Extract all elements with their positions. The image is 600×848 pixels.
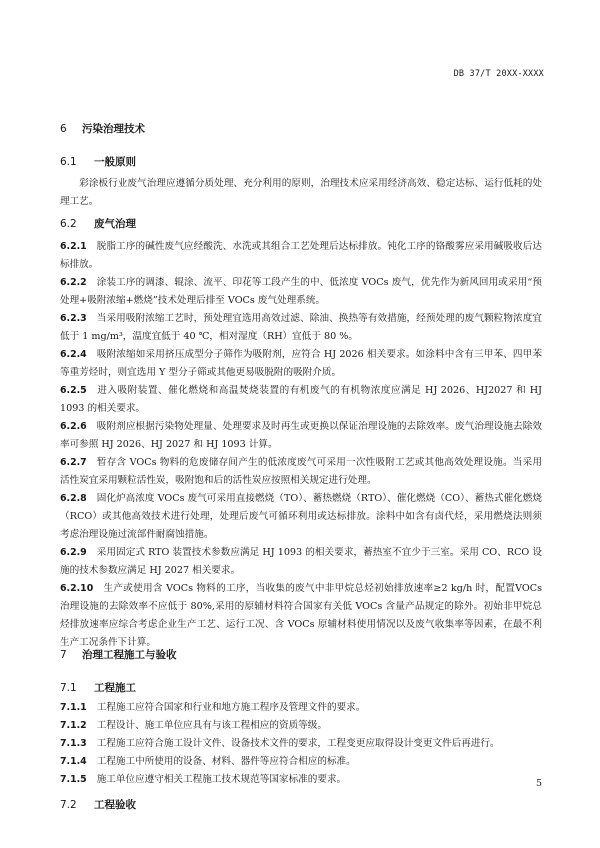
section-title: 工程验收 (94, 799, 136, 811)
clause-number: 6.2.9 (60, 547, 87, 558)
clause-text: 采用固定式 RTO 装置技术参数应满足 HJ 1093 的相关要求，蓄热室不宜少于三室。采用 CO、RCO 设施的技术参数应满足 HJ 2027 相关要求。 (60, 547, 542, 576)
clause-number: 7.1.5 (60, 774, 87, 785)
clause-number: 6.2.10 (60, 583, 94, 594)
clause-number: 6.2.7 (60, 457, 87, 468)
clause-6-2-3 (60, 310, 542, 346)
clause-6-2-5 (60, 382, 542, 418)
section-number: 7.1 (60, 682, 77, 694)
clause-number: 6.2.6 (60, 421, 87, 432)
clause-text: 当采用吸附浓缩工艺时，预处理宜选用高效过滤、除油、换热等有效措施，经预处理的废气颗粒物浓度宜低于 1 mg/m³，温度宜低于 40 ℃，相对湿度（RH）宜低于 80 %。 (60, 313, 542, 342)
document-id: DB 37/T 20XX-XXXX (453, 69, 544, 79)
clause-7-1-5 (60, 771, 542, 789)
clause-7-1-3 (60, 735, 542, 753)
clause-6-2-7 (60, 454, 542, 490)
clause-6-2-4 (60, 346, 542, 382)
page-number: 5 (535, 778, 542, 789)
section-number: 6.1 (60, 156, 77, 168)
clause-number: 7.1.3 (60, 738, 87, 749)
clause-number: 6.2.4 (60, 349, 87, 360)
clause-text: 工程设计、施工单位应具有与该工程相应的资质等级。 (96, 720, 327, 731)
clause-number: 6.2.3 (60, 313, 87, 324)
section-title: 废气治理 (94, 218, 136, 230)
clause-6-2-6 (60, 418, 542, 454)
section-6-heading (60, 121, 145, 136)
clause-6-2-10 (60, 580, 542, 652)
clause-number: 6.2.2 (60, 277, 87, 288)
section-number: 6.2 (60, 218, 77, 230)
clause-text: 暂存含 VOCs 物料的危废储存间产生的低浓度废气可采用一次性吸附工艺或其他高效处理设施。当采用活性炭宜采用颗粒活性炭，吸附饱和后的活性炭应按照相关规定进行处理。 (60, 457, 542, 486)
section-6-1-heading (60, 154, 136, 169)
clause-text: 吸附剂应根据污染物处理量、处理要求及时再生或更换以保证治理设施的去除效率。废气治理设施去除效率可参照 HJ 2026、HJ 2027 和 HJ 1093 计算。 (60, 421, 542, 450)
clause-number: 7.1.4 (60, 756, 87, 767)
clause-text: 脱脂工序的碱性废气应经酸洗、水洗或其组合工艺处理后达标排放。钝化工序的铬酸雾应采用碱吸收后达标排放。 (60, 241, 542, 270)
clause-number: 7.1.1 (60, 702, 87, 713)
clause-text: 工程施工中所使用的设备、材料、器件等应符合相应的标准。 (96, 756, 356, 767)
section-7-heading (60, 647, 177, 662)
section-7-2-heading (60, 797, 136, 812)
section-7-1-heading (60, 680, 136, 695)
section-title: 治理工程施工与验收 (82, 649, 177, 661)
clause-6-2-1 (60, 238, 542, 274)
section-6-2-heading (60, 216, 136, 231)
section-title: 污染治理技术 (82, 123, 145, 135)
clause-number: 6.2.1 (60, 241, 87, 252)
clause-text: 施工单位应遵守相关工程施工技术规范等国家标准的要求。 (96, 774, 347, 785)
clause-text: 吸附浓缩如采用挤压成型分子筛作为吸附剂，应符合 HJ 2026 相关要求。如涂料中含有三甲苯、四甲苯等重芳烃时，则宜选用 Y 型分子筛或其他更易吸脱附的吸附介质。 (60, 349, 542, 378)
section-title: 一般原则 (94, 156, 136, 168)
clause-text: 涂装工序的调漆、辊涂、流平、印花等工段产生的中、低浓度 VOCs 废气，优先作为新风回用或采用“预处理+吸附浓缩+燃烧”技术处理后排至 VOCs 废气处理系统。 (60, 277, 542, 306)
clause-7-1-4 (60, 753, 542, 771)
clause-text: 工程施工应符合施工设计文件、设备技术文件的要求，工程变更应取得设计变更文件后再进行。 (96, 738, 500, 749)
clause-7-1-2 (60, 717, 542, 735)
clause-number: 6.2.5 (60, 385, 87, 396)
clause-6-2-8 (60, 490, 542, 544)
section-number: 7.2 (60, 799, 77, 811)
clause-number: 7.1.2 (60, 720, 87, 731)
clause-6-2-9 (60, 544, 542, 580)
section-number: 7 (60, 649, 67, 661)
section-title: 工程施工 (94, 682, 136, 694)
clause-text: 生产或使用含 VOCs 物料的工序，当收集的废气中非甲烷总烃初始排放速率≥2 kg/h 时，配置VOCs 治理设施的去除效率不应低于 80%,采用的原辅材料符合国家有关低 VOCs 含量产品规定的除外。初始非甲烷总烃排放速率应综合考虑企业生产工艺、运行工况、含 VOCs 原辅材料使用情况以及废气收集率等因素，在最不利生产工况条件下计算。 (60, 583, 542, 648)
clause-text: 工程施工应符合国家和行业和地方施工程序及管理文件的要求。 (96, 702, 366, 713)
general-principle-paragraph: 彩涂板行业废气治理应遵循分质处理、充分利用的原则，治理技术应采用经济高效、稳定达标、运行低耗的处理工艺。 (60, 178, 542, 207)
clause-6-2-2 (60, 274, 542, 310)
clause-text: 固化炉高浓度 VOCs 废气可采用直接燃烧（TO）、蓄热燃烧（RTO）、催化燃烧（CO）、蓄热式催化燃烧（RCO）或其他高效技术进行处理，处理后废气可循环利用或达标排放。涂料中如含有卤代烃，采用燃烧法则须考虑治理设施过流部件耐腐蚀措施。 (60, 493, 542, 540)
clause-number: 6.2.8 (60, 493, 87, 504)
clause-7-1-1 (60, 699, 542, 717)
section-number: 6 (60, 123, 67, 135)
clause-text: 进入吸附装置、催化燃烧和高温焚烧装置的有机废气的有机物浓度应满足 HJ 2026、HJ2027 和 HJ 1093 的相关要求。 (60, 385, 542, 414)
